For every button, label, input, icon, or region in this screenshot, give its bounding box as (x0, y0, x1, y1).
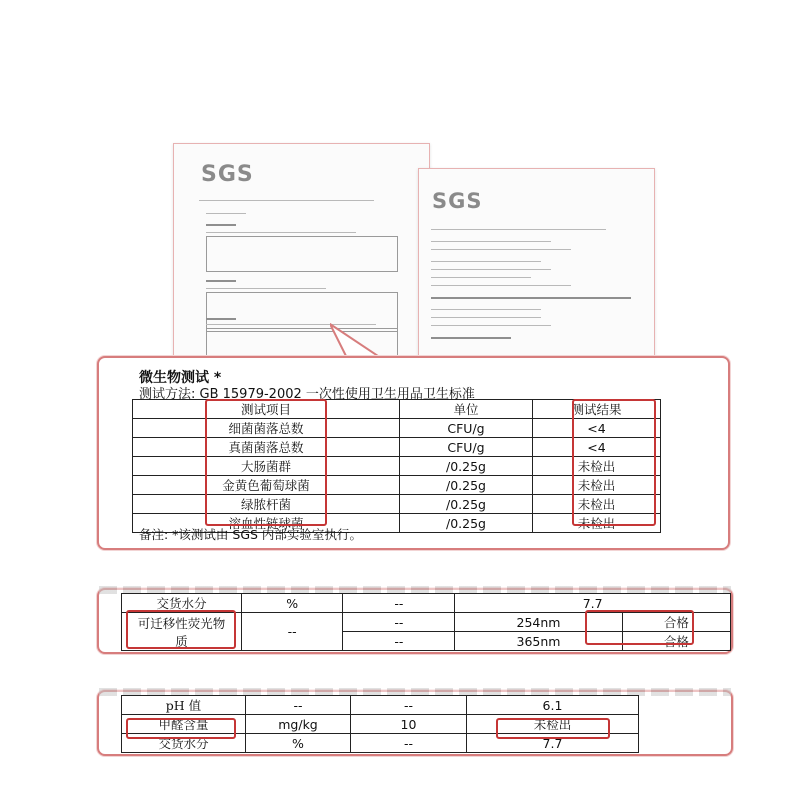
text-line (431, 269, 551, 270)
sgs-logo: SGS (201, 162, 254, 187)
wavelength: 365nm (455, 632, 622, 651)
text-line (431, 325, 551, 326)
result: 合格 (622, 632, 730, 651)
header-test-item: 测试项目 (133, 400, 400, 419)
text-line (431, 317, 541, 318)
header-unit: 单位 (400, 400, 533, 419)
unit: % (246, 734, 351, 753)
unit: mg/kg (246, 715, 351, 734)
result: 6.1 (467, 696, 639, 715)
section-heading (206, 280, 236, 282)
result: <4 (533, 419, 661, 438)
formaldehyde-results-table (121, 695, 639, 753)
text-line (431, 285, 571, 286)
test-item: 绿脓杆菌 (133, 495, 400, 514)
result: 未检出 (533, 514, 661, 533)
result: 7.7 (467, 734, 639, 753)
unit: % (241, 594, 343, 613)
test-item: 金黄色葡萄球菌 (133, 476, 400, 495)
unit: /0.25g (400, 514, 533, 533)
test-item-line: 质 (175, 633, 188, 649)
unit: CFU/g (400, 438, 533, 457)
section-heading (431, 337, 511, 339)
unit: /0.25g (400, 457, 533, 476)
test-report-page-2 (418, 168, 655, 360)
test-method: 测试方法: GB 15979-2002 一次性使用卫生用品卫生标准 (139, 387, 475, 402)
test-item: 真菌菌落总数 (133, 438, 400, 457)
table-row (122, 613, 731, 632)
test-item: 溶血性链球菌 (133, 514, 400, 533)
unit: /0.25g (400, 476, 533, 495)
result: 未检出 (533, 495, 661, 514)
table-row (133, 419, 661, 438)
result: 合格 (622, 613, 730, 632)
limit: -- (351, 696, 467, 715)
header-result: 测试结果 (533, 400, 661, 419)
result: 未检出 (533, 476, 661, 495)
unit: /0.25g (400, 495, 533, 514)
bold-text-line (431, 297, 631, 299)
report-header-line (431, 229, 606, 230)
unit: CFU/g (400, 419, 533, 438)
microbiological-results-table (132, 399, 661, 533)
footnote: 备注: *该测试由 SGS 内部实验室执行。 (139, 527, 362, 542)
table-row (133, 457, 661, 476)
result: 未检出 (533, 457, 661, 476)
table-thumbnail (206, 236, 398, 272)
sgs-logo: SGS (432, 189, 483, 213)
unit: -- (246, 696, 351, 715)
wavelength: 254nm (455, 613, 622, 632)
limit: -- (343, 613, 455, 632)
test-item: 细菌菌落总数 (133, 419, 400, 438)
limit: -- (351, 734, 467, 753)
table-row (133, 495, 661, 514)
test-item: 交货水分 (122, 734, 246, 753)
text-line (431, 241, 551, 242)
text-line (206, 213, 246, 214)
limit: -- (343, 594, 455, 613)
limit: 10 (351, 715, 467, 734)
text-line (206, 232, 356, 233)
result: <4 (533, 438, 661, 457)
table-row (122, 715, 639, 734)
text-line (431, 277, 531, 278)
table-row (122, 734, 639, 753)
limit: -- (343, 632, 455, 651)
text-line (206, 288, 326, 289)
section-heading (206, 318, 236, 320)
table-row (122, 696, 639, 715)
test-item-line: 可迁移性荧光物 (137, 615, 226, 631)
text-line (431, 309, 541, 310)
unit: -- (241, 613, 343, 651)
test-item (122, 613, 242, 651)
text-line (431, 261, 541, 262)
formaldehyde-panel (97, 690, 733, 756)
test-report-page-1 (173, 143, 430, 367)
test-item: 大肠菌群 (133, 457, 400, 476)
report-header-line (199, 200, 374, 201)
table-row (133, 476, 661, 495)
section-title: 微生物测试 * (139, 370, 222, 386)
table-header-row (133, 400, 661, 419)
microbiological-test-panel (97, 356, 730, 550)
result: 未检出 (467, 715, 639, 734)
section-heading (206, 224, 236, 226)
fluorescent-results-table (121, 593, 731, 651)
test-item: 甲醛含量 (122, 715, 246, 734)
table-row (133, 438, 661, 457)
result: 7.7 (455, 594, 731, 613)
table-row (122, 594, 731, 613)
test-item: 交货水分 (122, 594, 242, 613)
test-item: pH 值 (122, 696, 246, 715)
text-line (431, 249, 571, 250)
fluorescent-substance-panel (97, 588, 733, 654)
